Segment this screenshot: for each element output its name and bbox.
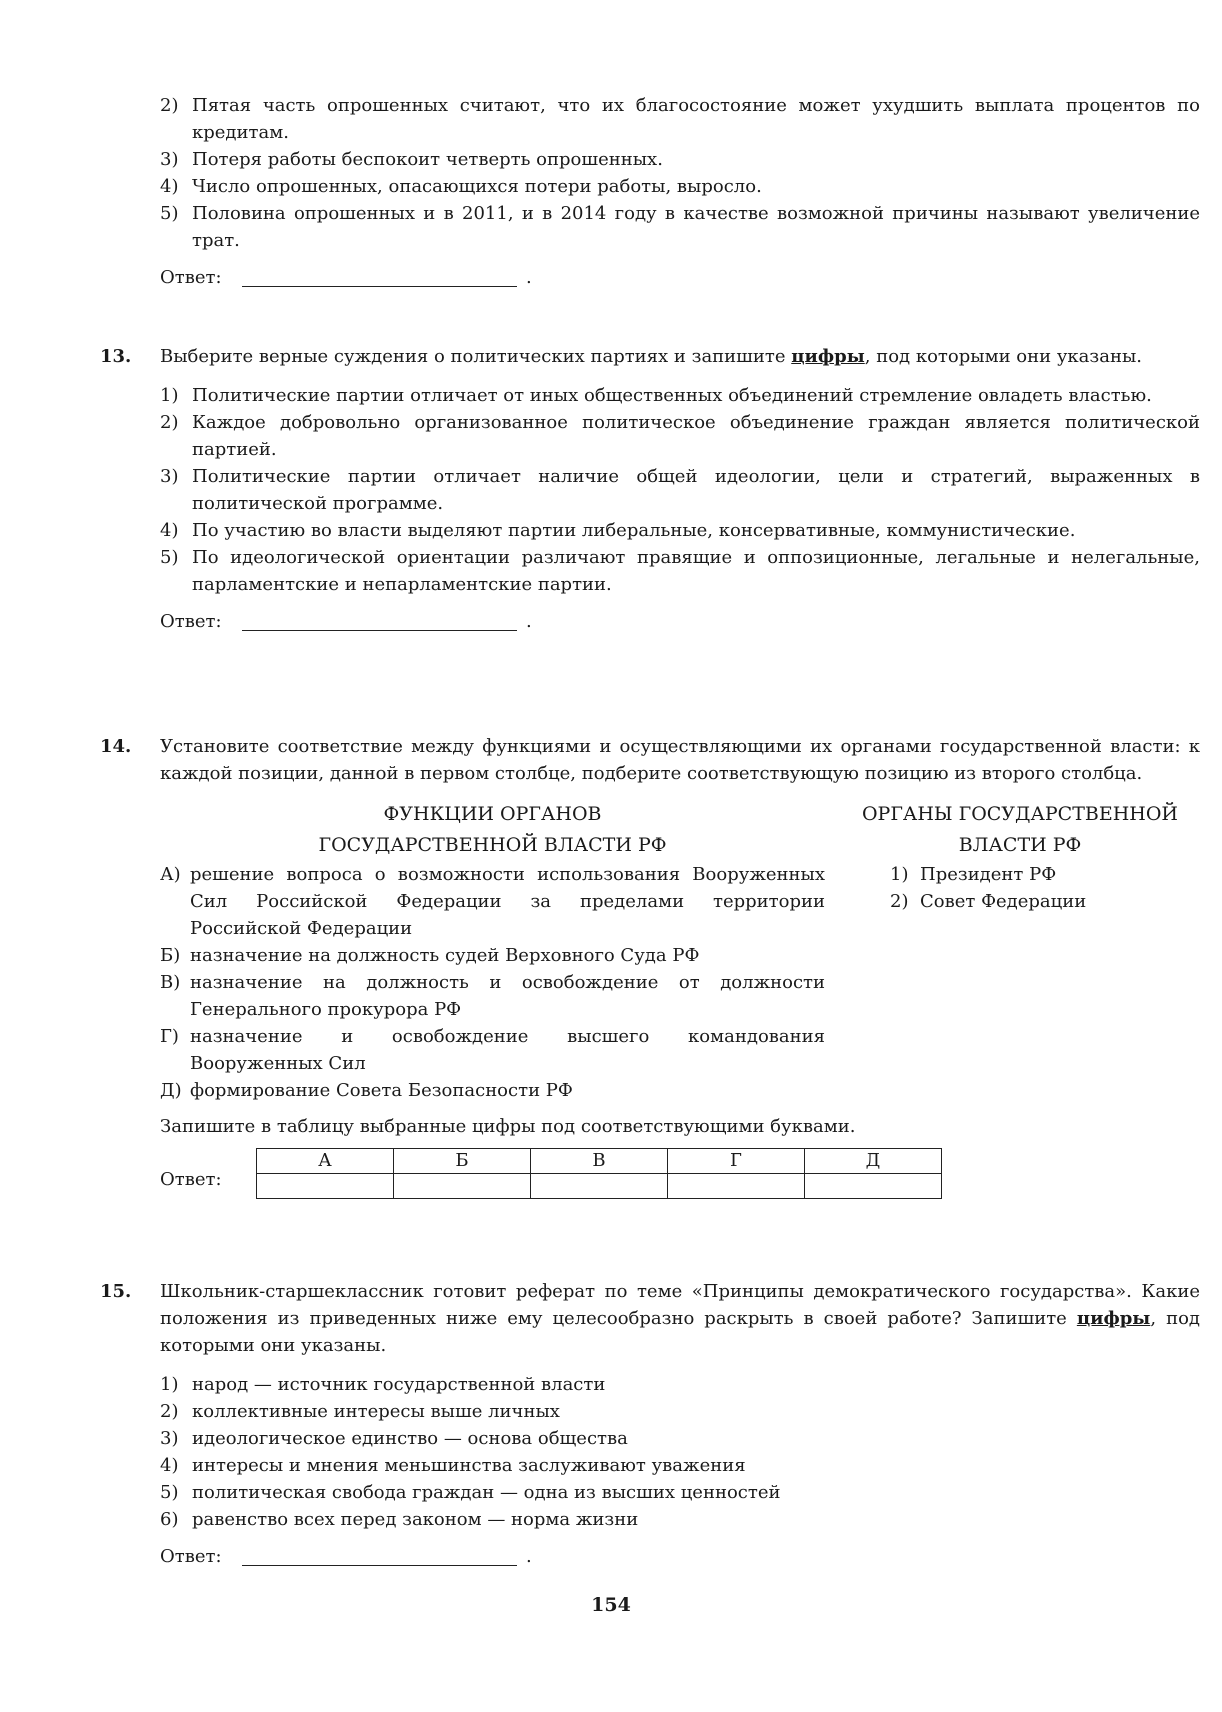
list-item: 4) По участию во власти выделяют партии либеральные, консервативные, коммунистические.	[160, 520, 1076, 541]
task-prompt: Выберите верные суждения о политических партиях и запишите цифры, под которыми они указаны.	[160, 346, 1143, 367]
table-answer-row	[257, 1174, 942, 1199]
list-item: 6) равенство всех перед законом — норма жизни	[160, 1509, 639, 1530]
page-number: 154	[591, 1594, 631, 1616]
list-item: 2) Каждое добровольно организованное политическое объединение граждан является политической партией.	[160, 412, 1200, 460]
answer-field[interactable]: Ответ: .	[160, 264, 1200, 294]
column-heading: ФУНКЦИИ ОРГАНОВ	[383, 803, 602, 825]
answer-field[interactable]: Ответ: .	[160, 608, 1200, 638]
list-item: 4) интересы и мнения меньшинства заслуживают уважения	[160, 1455, 746, 1476]
list-item: 4) Число опрошенных, опасающихся потери работы, выросло.	[160, 176, 762, 197]
answer-label: Ответ:	[160, 1546, 222, 1567]
task-prompt: Школьник-старшеклассник готовит реферат по теме «Принципы демократического государства». Какие положения из приведенных ниже ему целесообразно раскрыть в своей работе? Запишите цифры, под которыми они указаны.	[160, 1281, 1200, 1356]
list-item: 3) Потеря работы беспокоит четверть опрошенных.	[160, 149, 663, 170]
answer-table-block	[160, 1148, 1200, 1208]
list-item: 2) коллективные интересы выше личных	[160, 1401, 560, 1422]
answer-label: Ответ:	[160, 1169, 222, 1190]
task-number: 13.	[100, 346, 132, 367]
answer-label: Ответ:	[160, 267, 222, 288]
function-item: Д) формирование Совета Безопасности РФ	[160, 1080, 573, 1101]
list-item: 1) народ — источник государственной власти	[160, 1374, 606, 1395]
organs-column	[840, 799, 1200, 915]
answer-cell[interactable]	[394, 1174, 531, 1199]
matching-columns	[160, 799, 1200, 1109]
task12-continuation	[160, 92, 1200, 294]
table-header-cell: Д	[805, 1149, 942, 1174]
table-header-row	[257, 1149, 942, 1174]
answer-cell[interactable]	[257, 1174, 394, 1199]
column-heading: ВЛАСТИ РФ	[958, 834, 1082, 856]
list-item: 1) Политические партии отличает от иных общественных объединений стремление овладеть властью.	[160, 385, 1152, 406]
list-item: 3) идеологическое единство — основа общества	[160, 1428, 628, 1449]
answer-label: Ответ:	[160, 611, 222, 632]
function-item: Б) назначение на должность судей Верховного Суда РФ	[160, 945, 700, 966]
task-13	[100, 343, 1200, 638]
list-item: 5) По идеологической ориентации различают правящие и оппозиционные, легальные и нелегальные, парламентские и непарламентские партии.	[160, 547, 1200, 595]
answer-field[interactable]: Ответ: .	[160, 1543, 1200, 1573]
answer-table	[256, 1148, 942, 1199]
function-item: А) решение вопроса о возможности использования Вооруженных Сил Российской Федерации за пределами территории Российской Федерации	[160, 864, 825, 939]
list-item: 2) Пятая часть опрошенных считают, что их благосостояние может ухудшить выплата процентов по кредитам.	[160, 95, 1200, 143]
table-header-cell: А	[257, 1149, 394, 1174]
column-heading: ОРГАНЫ ГОСУДАРСТВЕННОЙ	[861, 803, 1178, 825]
answer-line[interactable]	[242, 286, 517, 287]
task-14	[100, 733, 1200, 1208]
table-header-cell: Б	[394, 1149, 531, 1174]
answer-line[interactable]	[242, 630, 517, 631]
organ-item: 1) Президент РФ	[890, 864, 1057, 885]
task-number: 14.	[100, 736, 132, 757]
function-item: В) назначение на должность и освобождение от должности Генерального прокурора РФ	[160, 972, 825, 1020]
column-heading: ГОСУДАРСТВЕННОЙ ВЛАСТИ РФ	[318, 834, 667, 856]
answer-cell[interactable]	[668, 1174, 805, 1199]
answer-line[interactable]	[242, 1565, 517, 1566]
task-number: 15.	[100, 1281, 132, 1302]
answer-cell[interactable]	[531, 1174, 668, 1199]
function-item: Г) назначение и освобождение высшего командования Вооруженных Сил	[160, 1026, 825, 1074]
task-prompt: Установите соответствие между функциями и осуществляющими их органами государственной власти: к каждой позиции, данной в первом столбце, подберите соответствующую позицию из второго столбца.	[160, 736, 1200, 784]
list-item: 3) Политические партии отличает наличие общей идеологии, цели и стратегий, выраженных в политической программе.	[160, 466, 1200, 514]
answer-cell[interactable]	[805, 1174, 942, 1199]
functions-column	[160, 799, 825, 1104]
table-instruction: Запишите в таблицу выбранные цифры под соответствующими буквами.	[160, 1116, 856, 1137]
table-header-cell: Г	[668, 1149, 805, 1174]
list-item: 5) Половина опрошенных и в 2011, и в 2014 году в качестве возможной причины называют увеличение трат.	[160, 203, 1200, 251]
task-15	[100, 1278, 1200, 1573]
table-header-cell: В	[531, 1149, 668, 1174]
organ-item: 2) Совет Федерации	[890, 891, 1087, 912]
list-item: 5) политическая свобода граждан — одна из высших ценностей	[160, 1482, 781, 1503]
